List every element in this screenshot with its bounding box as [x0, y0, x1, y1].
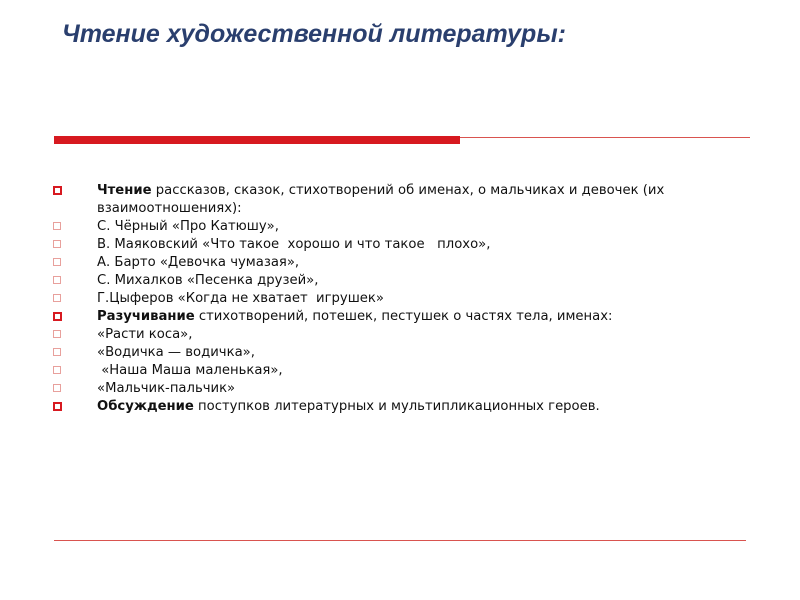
square-bullet-icon — [53, 402, 62, 411]
item-text: «Мальчик-пальчик» — [97, 381, 236, 396]
divider-bottom — [54, 540, 746, 541]
square-bullet-icon — [53, 222, 61, 230]
list-item — [52, 182, 752, 218]
square-bullet-icon — [53, 258, 61, 266]
item-bold-lead: Обсуждение — [97, 399, 194, 414]
item-text: «Расти коса», — [97, 327, 193, 342]
square-bullet-icon — [53, 384, 61, 392]
item-text: В. Маяковский «Что такое хорошо и что такое плохо», — [97, 237, 491, 252]
item-text: рассказов, сказок, стихотворений об именах, о мальчиках и девочек (их взаимоотношениях): — [97, 183, 665, 216]
list-item — [52, 236, 752, 254]
square-bullet-icon — [53, 186, 62, 195]
square-bullet-icon — [53, 348, 61, 356]
list-item — [52, 290, 752, 308]
item-text: поступков литературных и мультипликационных героев. — [193, 399, 600, 414]
list-item — [52, 218, 752, 236]
bullet-list — [52, 182, 752, 416]
list-item — [52, 308, 752, 326]
list-item — [52, 380, 752, 398]
square-bullet-icon — [53, 366, 61, 374]
item-text: Г.Цыферов «Когда не хватает игрушек» — [97, 291, 384, 306]
item-text: стихотворений, потешек, пестушек о частях тела, именах: — [194, 309, 613, 324]
item-bold-lead: Чтение — [97, 183, 152, 198]
item-text: А. Барто «Девочка чумазая», — [97, 255, 300, 270]
square-bullet-icon — [53, 330, 61, 338]
square-bullet-icon — [53, 294, 61, 302]
divider-top-thick — [54, 136, 460, 144]
item-text: С. Михалков «Песенка друзей», — [97, 273, 319, 288]
item-text: С. Чёрный «Про Катюшу», — [97, 219, 279, 234]
divider-top-thin — [460, 137, 750, 138]
item-bold-lead: Разучивание — [97, 309, 195, 324]
item-text: «Наша Маша маленькая», — [97, 363, 283, 378]
list-item — [52, 344, 752, 362]
list-item — [52, 362, 752, 380]
square-bullet-icon — [53, 240, 61, 248]
list-item — [52, 254, 752, 272]
list-item — [52, 272, 752, 290]
slide-title: Чтение художественной литературы: — [62, 20, 567, 48]
list-item — [52, 398, 752, 416]
item-text: «Водичка — водичка», — [97, 345, 255, 360]
square-bullet-icon — [53, 276, 61, 284]
list-item — [52, 326, 752, 344]
square-bullet-icon — [53, 312, 62, 321]
